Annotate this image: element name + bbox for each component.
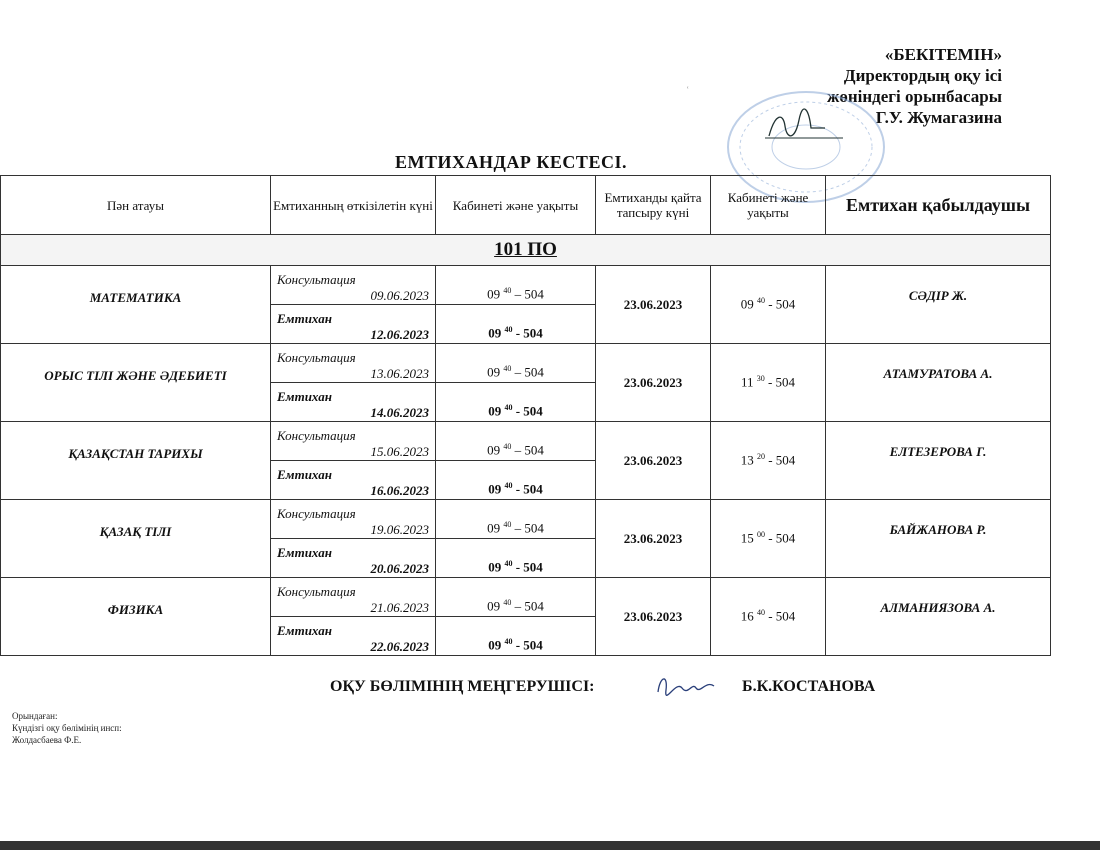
examiner-name: ЕЛТЕЗЕРОВА Г. (826, 422, 1051, 500)
subject-cell: ФИЗИКА (1, 578, 271, 656)
approval-line-1: «БЕКІТЕМІН» (884, 45, 1002, 64)
page-title: ЕМТИХАНДАР КЕСТЕСІ. (395, 152, 627, 172)
exam-date-cell (271, 305, 436, 344)
consult-date: 19.06.2023 (370, 522, 429, 537)
exam-room: 09 $^{40}$ - 504 (436, 383, 596, 422)
table-row (1, 500, 1051, 539)
consult-date: 15.06.2023 (370, 444, 429, 459)
exam-label: Емтихан (277, 311, 332, 326)
examiner-name: БАЙЖАНОВА Р. (826, 500, 1051, 578)
table-row (1, 578, 1051, 617)
exam-label: Емтихан (277, 389, 332, 404)
consult-room: 09 $^{40}$ – 504 (436, 344, 596, 383)
table-row (1, 422, 1051, 461)
prepared-line-3: Жолдасбаева Ф.Е. (12, 735, 82, 745)
consult-room: 09 $^{40}$ – 504 (436, 500, 596, 539)
examiner-name: АЛМАНИЯЗОВА А. (826, 578, 1051, 656)
consult-date-cell (271, 344, 436, 383)
consult-room: 09 $^{40}$ – 504 (436, 422, 596, 461)
consult-date-cell (271, 266, 436, 305)
prepared-line-2: Күндізгі оқу бөлімінің инсп: (12, 723, 122, 733)
head-of-department (330, 678, 876, 696)
consult-date: 21.06.2023 (370, 600, 429, 615)
exam-label: Емтихан (277, 467, 332, 482)
header-room-time: Кабинеті және уақыты (436, 176, 596, 235)
scan-edge (0, 841, 1100, 850)
head-signature-icon (652, 670, 722, 700)
prepared-line-1: Орындаған: (12, 711, 58, 721)
exam-date: 12.06.2023 (370, 327, 429, 342)
footer-name: Б.К.КОСТАНОВА (742, 678, 876, 695)
consult-date-cell (271, 500, 436, 539)
retake-date: 23.06.2023 (596, 500, 711, 578)
subject-cell: ҚАЗАҚСТАН ТАРИХЫ (1, 422, 271, 500)
retake-date: 23.06.2023 (596, 578, 711, 656)
consult-date: 13.06.2023 (370, 366, 429, 381)
exam-date-cell (271, 617, 436, 656)
exam-room: 09 $^{40}$ - 504 (436, 461, 596, 500)
retake-room: 09 $^{40}$ - 504 (711, 266, 826, 344)
exam-date: 16.06.2023 (370, 483, 429, 498)
exam-date: 20.06.2023 (370, 561, 429, 576)
approval-line-4: Г.У. Жумагазина (875, 108, 1002, 127)
retake-room: 16 $^{40}$ - 504 (711, 578, 826, 656)
header-retake-room: Кабинеті және уақыты (711, 176, 826, 235)
approval-line-3: жөніндегі орынбасары (827, 87, 1002, 106)
exam-room: 09 $^{40}$ - 504 (436, 539, 596, 578)
approval-line-2: Директордың оқу ісі (843, 66, 1002, 85)
group-label: 101 ПО (1, 235, 1051, 266)
exam-room: 09 $^{40}$ - 504 (436, 617, 596, 656)
consult-date-cell (271, 578, 436, 617)
retake-room: 11 $^{30}$ - 504 (711, 344, 826, 422)
header-exam-date: Емтиханның өткізілетін күні (271, 176, 436, 235)
exam-date: 14.06.2023 (370, 405, 429, 420)
consult-label: Консультация (277, 506, 356, 521)
exam-label: Емтихан (277, 545, 332, 560)
consult-label: Консультация (277, 584, 356, 599)
consult-label: Консультация (277, 350, 356, 365)
exam-room: 09 $^{40}$ - 504 (436, 305, 596, 344)
consult-room: 09 $^{40}$ – 504 (436, 266, 596, 305)
header-subject: Пән атауы (1, 176, 271, 235)
examiner-name: СӘДІР Ж. (826, 266, 1051, 344)
prepared-by (12, 710, 122, 746)
retake-date: 23.06.2023 (596, 344, 711, 422)
footer-role: ОҚУ БӨЛІМІНІҢ МЕҢГЕРУШІСІ: (330, 678, 595, 695)
scan-mark: ʿ (686, 86, 690, 97)
exam-label: Емтихан (277, 623, 332, 638)
retake-room: 15 $^{00}$ - 504 (711, 500, 826, 578)
header-retake-date: Емтиханды қайта тапсыру күні (596, 176, 711, 235)
table-header-row (1, 176, 1051, 235)
subject-cell: МАТЕМАТИКА (1, 266, 271, 344)
consult-date: 09.06.2023 (370, 288, 429, 303)
consult-label: Консультация (277, 272, 356, 287)
exam-date-cell (271, 539, 436, 578)
retake-date: 23.06.2023 (596, 422, 711, 500)
retake-room: 13 $^{20}$ - 504 (711, 422, 826, 500)
subject-cell: ОРЫС ТІЛІ ЖӘНЕ ӘДЕБИЕТІ (1, 344, 271, 422)
header-examiner: Емтихан қабылдаушы (826, 176, 1051, 235)
exam-schedule-table (0, 175, 1051, 656)
table-row (1, 266, 1051, 305)
exam-date-cell (271, 383, 436, 422)
exam-date: 22.06.2023 (370, 639, 429, 654)
retake-date: 23.06.2023 (596, 266, 711, 344)
consult-label: Консультация (277, 428, 356, 443)
consult-date-cell (271, 422, 436, 461)
subject-cell: ҚАЗАҚ ТІЛІ (1, 500, 271, 578)
table-row (1, 344, 1051, 383)
group-row (1, 235, 1051, 266)
exam-date-cell (271, 461, 436, 500)
schedule-rows (1, 266, 1051, 656)
consult-room: 09 $^{40}$ – 504 (436, 578, 596, 617)
deputy-signature-icon (765, 106, 845, 142)
examiner-name: АТАМУРАТОВА А. (826, 344, 1051, 422)
